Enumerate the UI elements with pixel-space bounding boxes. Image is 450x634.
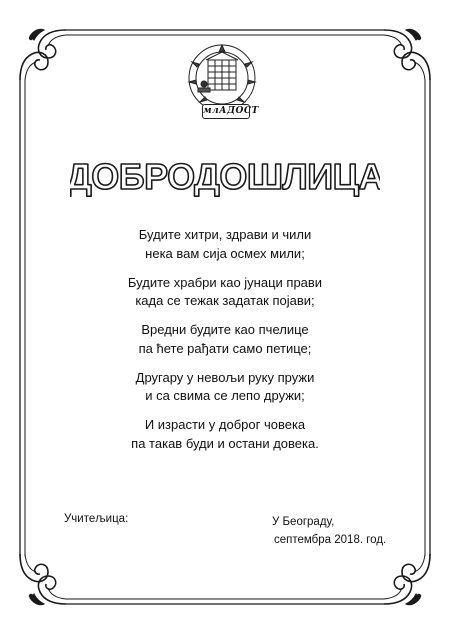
poem-stanza [60, 416, 390, 453]
poem-line: и са свима се лепо дружи; [145, 388, 305, 403]
poem-line: када се тежак задатак појави; [135, 293, 315, 308]
poem-line: па такав буди и остани довека. [131, 435, 319, 451]
page-title: ДОБРОДОШЛИЦА [70, 156, 380, 197]
poem-line: па ћете рађати само петице; [138, 340, 312, 356]
poem-stanza [60, 274, 390, 311]
poem-line: Вредни будите као пчелице [141, 322, 309, 337]
poem-stanza [60, 226, 390, 263]
poem-line: нека вам сија осмех мили; [145, 245, 305, 261]
poem-stanza [60, 321, 390, 358]
place-date-block [272, 513, 386, 549]
date-text: септембра 2018. год. [274, 534, 387, 546]
school-logo-name: млАДОСТ [202, 104, 250, 119]
poem-line: И израсти у доброг човека [144, 417, 306, 432]
poem-line: Будите хитри, здрави и чили [138, 227, 312, 242]
poem-stanza [60, 369, 390, 406]
poem-line: Другару у невољи руку пружи [135, 369, 315, 385]
title-graphic [70, 152, 380, 202]
poem-line: Будите храбри као јунаци прави [127, 274, 323, 290]
title-container [70, 152, 380, 202]
poem [60, 226, 390, 464]
place-text: У Београду, [272, 516, 335, 528]
teacher-label: Учитељица: [64, 513, 129, 525]
